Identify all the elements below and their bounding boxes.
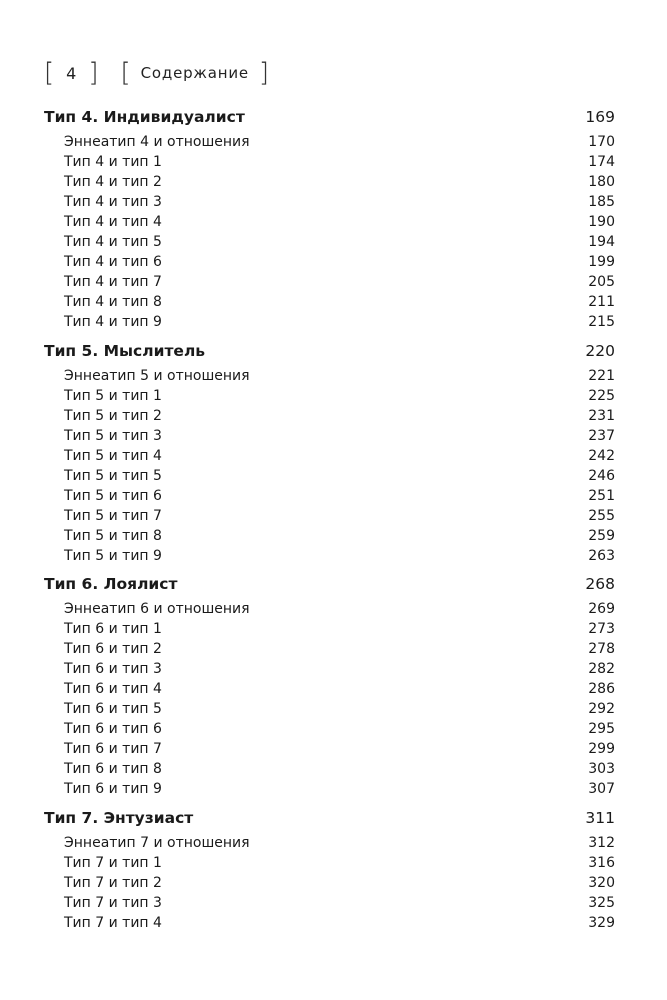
entry-title: Тип 7 и тип 3 (64, 895, 162, 911)
toc-entry (0, 312, 667, 332)
entry-page-number: 185 (588, 194, 615, 210)
entry-page-number: 242 (588, 448, 615, 464)
toc-entry (0, 272, 667, 292)
entry-title: Тип 4 и тип 9 (64, 314, 162, 330)
bracket-close: ] (258, 58, 270, 88)
toc-entry (0, 759, 667, 779)
toc-entry (0, 679, 667, 699)
entry-page-number: 225 (588, 388, 615, 404)
entry-title: Эннеатип 4 и отношения (64, 134, 250, 150)
entry-title: Тип 5 и тип 7 (64, 508, 162, 524)
entry-title: Тип 5 и тип 5 (64, 468, 162, 484)
entry-title: Тип 7 и тип 4 (64, 915, 162, 931)
toc-entry (0, 192, 667, 212)
entry-title: Эннеатип 6 и отношения (64, 601, 250, 617)
page-number: 4 (66, 63, 77, 83)
entry-page-number: 255 (588, 508, 615, 524)
toc-entry (0, 833, 667, 853)
entry-page-number: 199 (588, 254, 615, 270)
entry-title: Эннеатип 5 и отношения (64, 368, 250, 384)
entry-page-number: 211 (588, 294, 615, 310)
entry-title: Эннеатип 7 и отношения (64, 835, 250, 851)
toc-section-heading (0, 107, 667, 127)
entry-page-number: 303 (588, 761, 615, 777)
toc-entry (0, 386, 667, 406)
toc-entry (0, 212, 667, 232)
toc-entry (0, 599, 667, 619)
entry-page-number: 263 (588, 548, 615, 564)
entry-title: Тип 6 и тип 6 (64, 721, 162, 737)
toc-entry (0, 172, 667, 192)
entry-title: Тип 6 и тип 3 (64, 661, 162, 677)
entry-title: Тип 6 и тип 7 (64, 741, 162, 757)
bracket-open: [ (120, 58, 131, 88)
section-title: Тип 4. Индивидуалист (44, 108, 245, 126)
entry-page-number: 221 (588, 368, 615, 384)
entry-title: Тип 7 и тип 2 (64, 875, 162, 891)
toc-entry (0, 426, 667, 446)
toc-entry (0, 252, 667, 272)
section-title: Тип 7. Энтузиаст (44, 809, 194, 827)
toc-section-heading (0, 574, 667, 594)
section-page-number: 268 (585, 575, 615, 593)
entry-page-number: 312 (588, 835, 615, 851)
entry-title: Тип 5 и тип 6 (64, 488, 162, 504)
toc-entry (0, 853, 667, 873)
entry-page-number: 251 (588, 488, 615, 504)
section-title: Тип 6. Лоялист (44, 575, 178, 593)
entry-page-number: 299 (588, 741, 615, 757)
entry-title: Тип 4 и тип 7 (64, 274, 162, 290)
section-page-number: 311 (585, 809, 615, 827)
entry-title: Тип 6 и тип 5 (64, 701, 162, 717)
toc-entry (0, 639, 667, 659)
toc-entry (0, 779, 667, 799)
toc-entry (0, 152, 667, 172)
entry-title: Тип 6 и тип 4 (64, 681, 162, 697)
entry-page-number: 329 (588, 915, 615, 931)
entry-title: Тип 5 и тип 3 (64, 428, 162, 444)
toc-entry (0, 506, 667, 526)
entry-title: Тип 5 и тип 9 (64, 548, 162, 564)
section-page-number: 220 (585, 342, 615, 360)
entry-page-number: 180 (588, 174, 615, 190)
entry-title: Тип 4 и тип 6 (64, 254, 162, 270)
entry-page-number: 282 (588, 661, 615, 677)
toc-section-heading (0, 341, 667, 361)
entry-page-number: 286 (588, 681, 615, 697)
entry-title: Тип 7 и тип 1 (64, 855, 162, 871)
toc-entry (0, 873, 667, 893)
toc-entry (0, 132, 667, 152)
toc-entry (0, 446, 667, 466)
entry-page-number: 292 (588, 701, 615, 717)
entry-title: Тип 6 и тип 2 (64, 641, 162, 657)
entry-page-number: 278 (588, 641, 615, 657)
toc-entry (0, 466, 667, 486)
header-title: Содержание (140, 64, 249, 82)
toc-entry (0, 366, 667, 386)
entry-title: Тип 5 и тип 4 (64, 448, 162, 464)
bracket-close: ] (88, 58, 99, 88)
toc-entry (0, 659, 667, 679)
entry-page-number: 237 (588, 428, 615, 444)
entry-title: Тип 6 и тип 9 (64, 781, 162, 797)
entry-page-number: 295 (588, 721, 615, 737)
entry-title: Тип 4 и тип 1 (64, 154, 162, 170)
toc-entry (0, 232, 667, 252)
entry-page-number: 269 (588, 601, 615, 617)
entry-page-number: 205 (588, 274, 615, 290)
entry-title: Тип 4 и тип 4 (64, 214, 162, 230)
entry-page-number: 215 (588, 314, 615, 330)
entry-page-number: 259 (588, 528, 615, 544)
toc-section-heading (0, 808, 667, 828)
entry-page-number: 194 (588, 234, 615, 250)
entry-title: Тип 4 и тип 2 (64, 174, 162, 190)
entry-page-number: 325 (588, 895, 615, 911)
toc-entry (0, 699, 667, 719)
entry-title: Тип 5 и тип 8 (64, 528, 162, 544)
entry-page-number: 273 (588, 621, 615, 637)
toc-entry (0, 486, 667, 506)
entry-page-number: 231 (588, 408, 615, 424)
entry-page-number: 170 (588, 134, 615, 150)
toc-entry (0, 406, 667, 426)
entry-page-number: 320 (588, 875, 615, 891)
entry-page-number: 246 (588, 468, 615, 484)
entry-page-number: 316 (588, 855, 615, 871)
entry-title: Тип 4 и тип 5 (64, 234, 162, 250)
entry-title: Тип 4 и тип 3 (64, 194, 162, 210)
entry-title: Тип 6 и тип 1 (64, 621, 162, 637)
entry-page-number: 307 (588, 781, 615, 797)
toc-entry (0, 913, 667, 933)
entry-page-number: 174 (588, 154, 615, 170)
section-page-number: 169 (585, 108, 615, 126)
section-title: Тип 5. Мыслитель (44, 342, 206, 360)
toc-entry (0, 526, 667, 546)
entry-title: Тип 6 и тип 8 (64, 761, 162, 777)
toc-entry (0, 546, 667, 566)
entry-title: Тип 5 и тип 1 (64, 388, 162, 404)
toc-entry (0, 292, 667, 312)
entry-title: Тип 4 и тип 8 (64, 294, 162, 310)
entry-title: Тип 5 и тип 2 (64, 408, 162, 424)
toc-entry (0, 619, 667, 639)
running-header (44, 60, 269, 86)
bracket-open: [ (44, 58, 55, 88)
entry-page-number: 190 (588, 214, 615, 230)
toc-entry (0, 893, 667, 913)
toc-entry (0, 739, 667, 759)
toc-entry (0, 719, 667, 739)
